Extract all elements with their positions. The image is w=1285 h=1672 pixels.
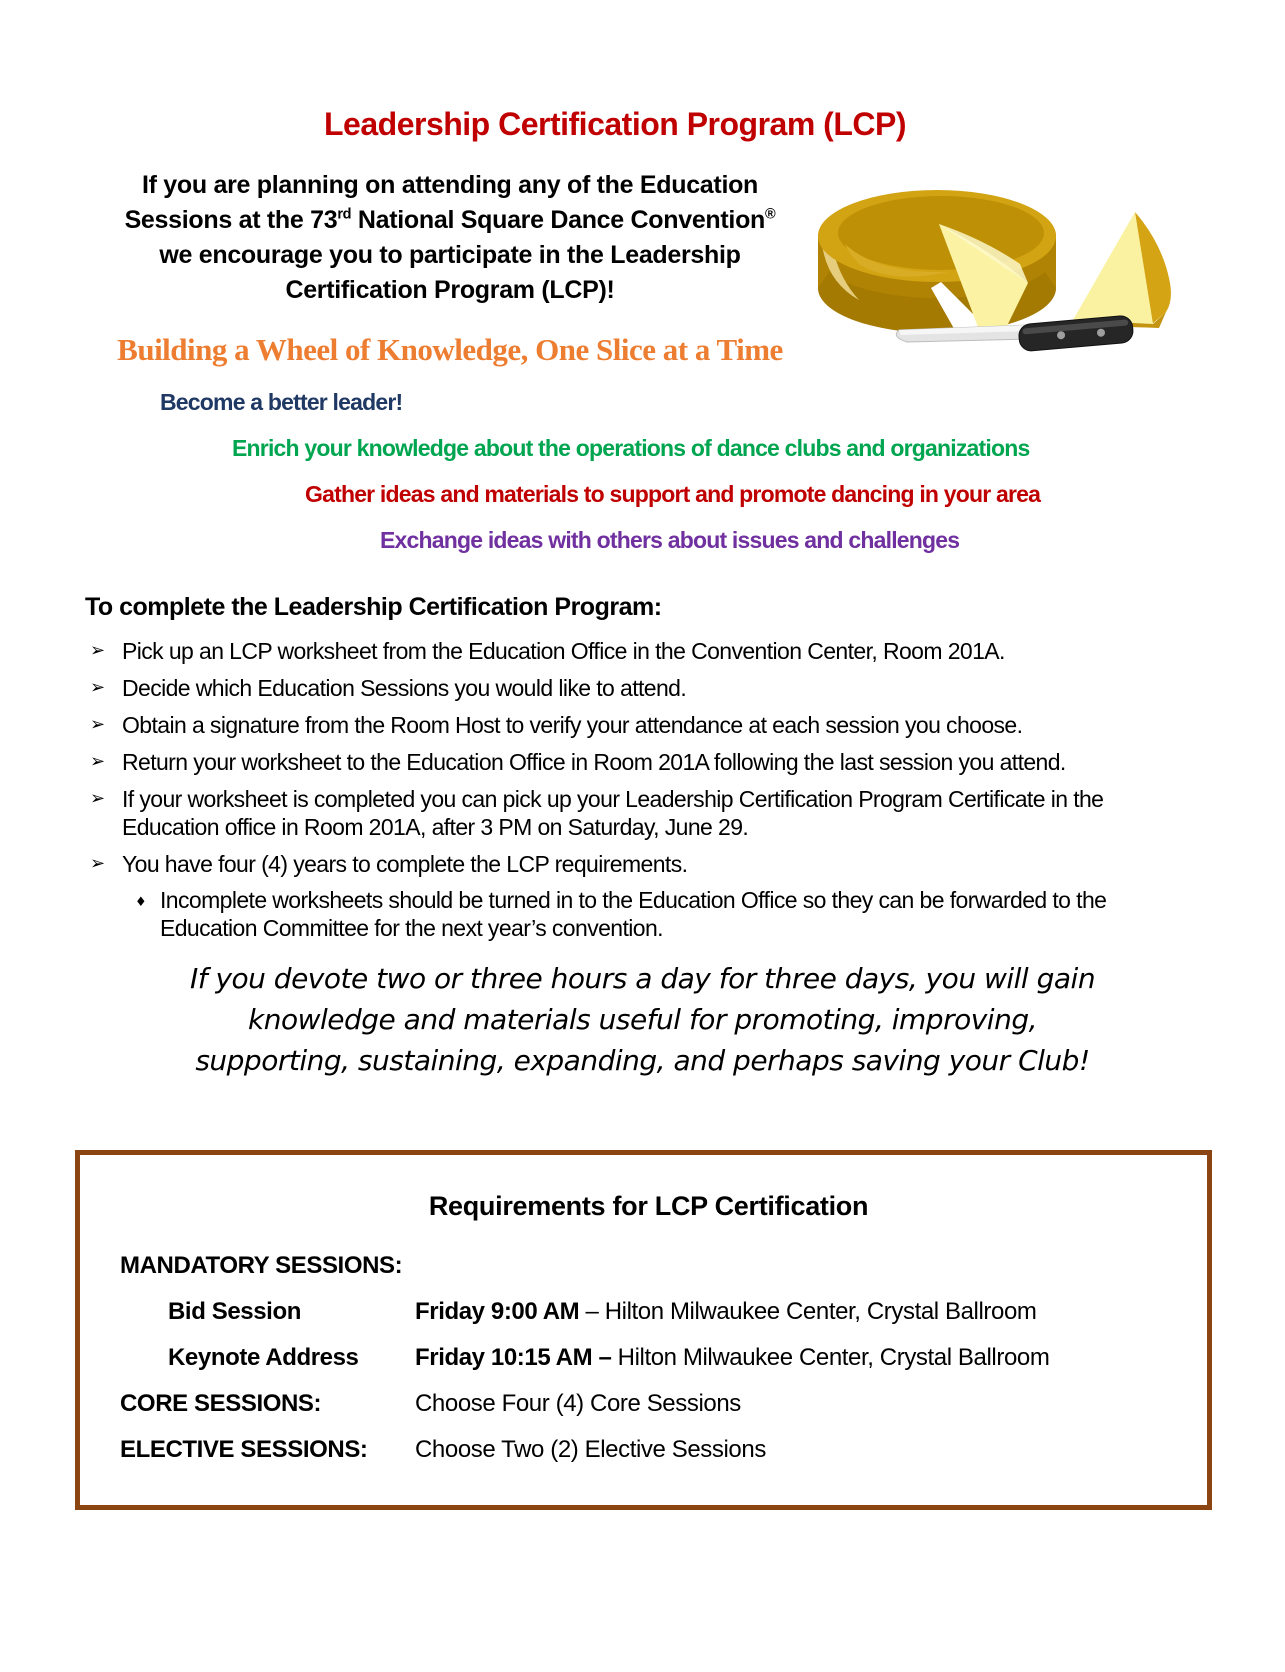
diamond-bullet-icon: ♦ xyxy=(135,895,147,910)
requirement-row xyxy=(120,1436,1177,1464)
checklist-item xyxy=(85,674,1200,702)
intro-paragraph xyxy=(85,168,815,308)
benefit-line: Enrich your knowledge about the operations of dance clubs and organizations xyxy=(232,435,1030,461)
checklist-item xyxy=(85,637,1200,665)
cheese-wheel-image xyxy=(815,184,1200,356)
checklist-item-text: Obtain a signature from the Room Host to verify your attendance at each session you choose. xyxy=(122,712,1023,738)
requirements-title: Requirements for LCP Certification xyxy=(428,1191,869,1221)
checklist-item-text: You have four (4) years to complete the LCP requirements. xyxy=(122,851,688,877)
arrow-bullet-icon: ➢ xyxy=(90,677,106,698)
checklist-item-text: If your worksheet is completed you can pick up your Leadership Certification Program Certificate in the Education office in Room 201A, after 3 PM on Saturday, June 29. xyxy=(122,786,1104,840)
arrow-bullet-icon: ➢ xyxy=(90,788,106,809)
requirement-value: Friday 9:00 AM – Hilton Milwaukee Center, Crystal Ballroom xyxy=(415,1298,1037,1325)
requirement-label: Bid Session xyxy=(168,1298,301,1325)
checklist-item xyxy=(85,748,1200,776)
benefit-line: Become a better leader! xyxy=(160,389,403,415)
requirement-label: MANDATORY SESSIONS: xyxy=(120,1252,403,1279)
intro-line: we encourage you to participate in the Leadership xyxy=(159,241,741,269)
pitch-line: knowledge and materials useful for promoting, improving, xyxy=(248,1003,1037,1036)
checklist-sub-item xyxy=(135,886,1200,942)
checklist-sub-item-text: Incomplete worksheets should be turned in to the Education Office so they can be forwarded to the Education Committee for the next year’s convention. xyxy=(160,887,1107,941)
requirements-rows xyxy=(120,1252,1177,1464)
benefit-list xyxy=(85,389,1200,554)
pitch-line: If you devote two or three hours a day for three days, you will gain xyxy=(189,962,1096,995)
arrow-bullet-icon: ➢ xyxy=(90,640,106,661)
cheese-wheel-knife-graphic xyxy=(815,184,1200,356)
intro-line: Certification Program (LCP)! xyxy=(285,276,615,304)
requirement-row xyxy=(120,1390,1177,1418)
requirement-value: Friday 10:15 AM – Hilton Milwaukee Center, Crystal Ballroom xyxy=(415,1344,1050,1371)
knife-handle xyxy=(1018,315,1134,352)
checklist-item-text: Pick up an LCP worksheet from the Education Office in the Convention Center, Room 201A. xyxy=(122,638,1005,664)
arrow-bullet-icon: ➢ xyxy=(90,714,106,735)
header-row xyxy=(85,168,1200,368)
benefit-line: Gather ideas and materials to support and promote dancing in your area xyxy=(305,481,1041,507)
cheese-wheel-top-inner xyxy=(838,196,1044,270)
page-title: Leadership Certification Program (LCP) xyxy=(324,106,906,142)
checklist-item xyxy=(85,711,1200,739)
checklist-heading: To complete the Leadership Certification Program: xyxy=(85,593,662,621)
requirement-row xyxy=(120,1252,1177,1280)
requirement-value: Choose Two (2) Elective Sessions xyxy=(415,1436,766,1463)
header-text-column xyxy=(85,168,815,368)
pitch-paragraph xyxy=(85,958,1200,1081)
arrow-bullet-icon: ➢ xyxy=(90,751,106,772)
benefit-line: Exchange ideas with others about issues and challenges xyxy=(380,527,960,553)
requirement-row xyxy=(120,1298,1177,1326)
requirement-label: ELECTIVE SESSIONS: xyxy=(120,1436,368,1463)
requirements-box xyxy=(75,1150,1212,1510)
checklist-item xyxy=(85,785,1200,841)
checklist-item-text: Decide which Education Sessions you would like to attend. xyxy=(122,675,687,701)
requirement-value: Choose Four (4) Core Sessions xyxy=(415,1390,741,1417)
checklist xyxy=(85,637,1200,942)
pitch-line: supporting, sustaining, expanding, and perhaps saving your Club! xyxy=(195,1044,1090,1077)
arrow-bullet-icon: ➢ xyxy=(90,853,106,874)
requirement-label: Keynote Address xyxy=(168,1344,359,1371)
tagline: Building a Wheel of Knowledge, One Slice at a Time xyxy=(117,332,783,367)
checklist-item-text: Return your worksheet to the Education Office in Room 201A following the last session you attend. xyxy=(122,749,1066,775)
requirement-row xyxy=(120,1344,1177,1372)
requirement-label: CORE SESSIONS: xyxy=(120,1390,322,1417)
intro-line: If you are planning on attending any of the Education xyxy=(141,171,759,199)
intro-line: Sessions at the 73rd National Square Dance Convention® xyxy=(124,206,776,234)
checklist-item xyxy=(85,850,1200,878)
